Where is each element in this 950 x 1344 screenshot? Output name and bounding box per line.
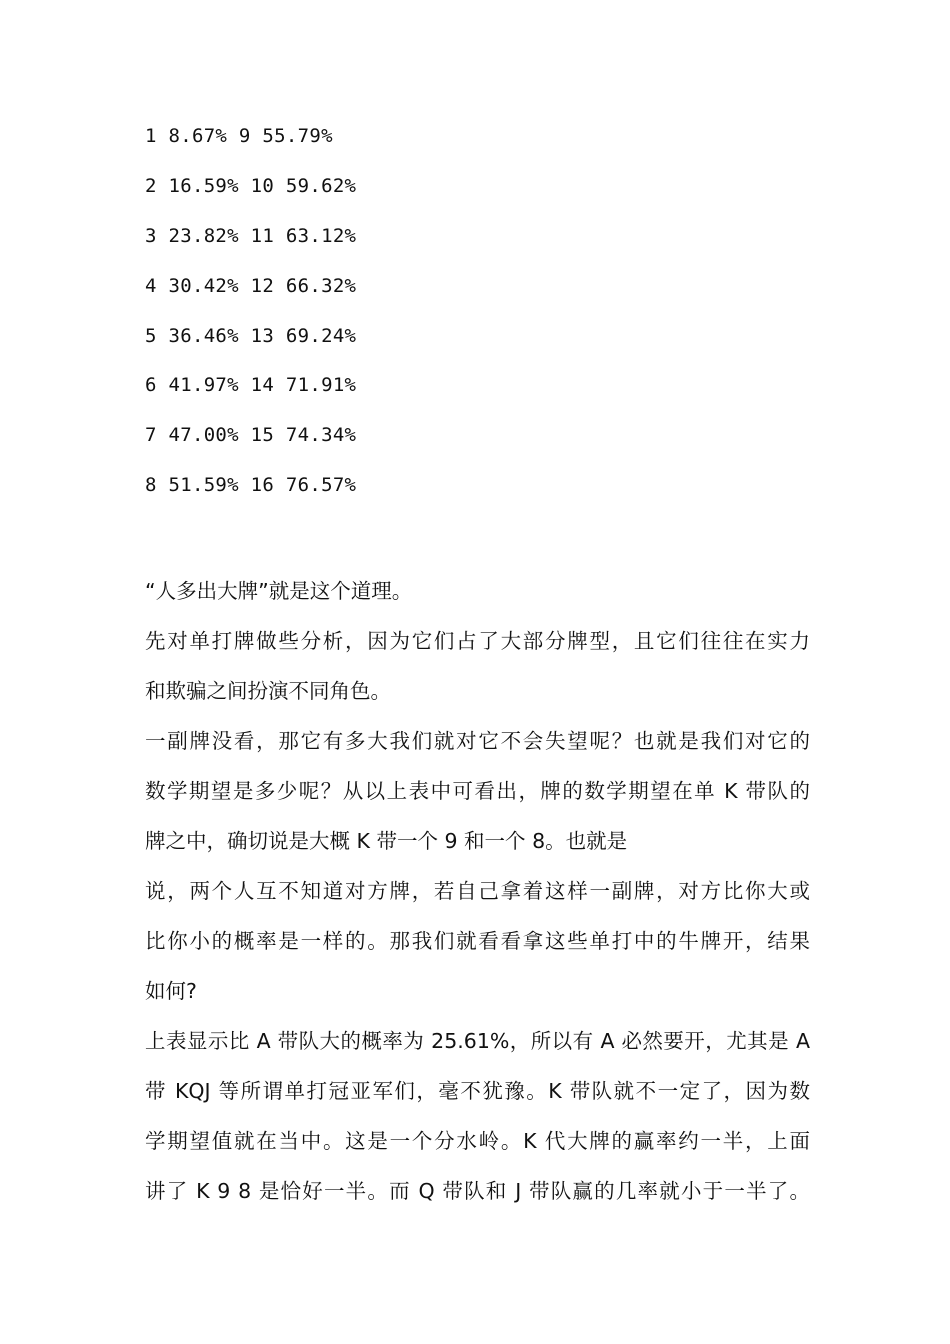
- paragraph: [145, 616, 810, 716]
- text-line: 牌之中，确切说是大概 K 带一个 9 和一个 8。也就是: [145, 829, 628, 853]
- text-line: 比你小的概率是一样的。那我们就看看拿这些单打中的牛牌开，结果: [145, 929, 810, 953]
- table-row-text: 4 30.42% 12 66.32%: [145, 274, 357, 297]
- table-row: [145, 173, 805, 223]
- table-row: [145, 123, 805, 173]
- text-line: 学期望值就在当中。这是一个分水岭。K 代大牌的赢率约一半，上面: [145, 1129, 810, 1153]
- text-line: “人多出大牌”就是这个道理。: [145, 579, 413, 603]
- table-row-text: 6 41.97% 14 71.91%: [145, 374, 357, 397]
- table-row: [145, 422, 805, 472]
- body-text: [145, 566, 810, 1216]
- text-line: 讲了 K 9 8 是恰好一半。而 Q 带队和 J 带队赢的几率就小于一半了。: [145, 1179, 810, 1203]
- table-row-text: 5 36.46% 13 69.24%: [145, 324, 357, 347]
- table-row: [145, 323, 805, 373]
- table-row-text: 3 23.82% 11 63.12%: [145, 224, 357, 247]
- text-line: 和欺骗之间扮演不同角色。: [145, 679, 391, 703]
- text-line: 数学期望是多少呢？从以上表中可看出，牌的数学期望在单 K 带队的: [145, 779, 810, 803]
- paragraph: [145, 566, 810, 616]
- text-line: 带 KQJ 等所谓单打冠亚军们，毫不犹豫。K 带队就不一定了，因为数: [145, 1079, 810, 1103]
- text-line: 上表显示比 A 带队大的概率为 25.61%，所以有 A 必然要开，尤其是 A: [145, 1029, 810, 1053]
- table-row: [145, 372, 805, 422]
- text-line: 一副牌没看，那它有多大我们就对它不会失望呢？也就是我们对它的: [145, 729, 810, 753]
- table-row-text: 2 16.59% 10 59.62%: [145, 174, 357, 197]
- probability-table: [145, 123, 805, 522]
- table-row: [145, 273, 805, 323]
- text-line: 说，两个人互不知道对方牌，若自己拿着这样一副牌，对方比你大或: [145, 879, 810, 903]
- paragraph: [145, 1016, 810, 1216]
- table-row: [145, 223, 805, 273]
- table-row-text: 7 47.00% 15 74.34%: [145, 424, 357, 447]
- table-row-text: 8 51.59% 16 76.57%: [145, 474, 357, 497]
- text-line: 如何?: [145, 979, 197, 1003]
- table-row-text: 1 8.67% 9 55.79%: [145, 125, 333, 147]
- table-row: [145, 472, 805, 522]
- text-line: 先对单打牌做些分析，因为它们占了大部分牌型，且它们往往在实力: [145, 629, 810, 653]
- paragraph: [145, 716, 810, 1016]
